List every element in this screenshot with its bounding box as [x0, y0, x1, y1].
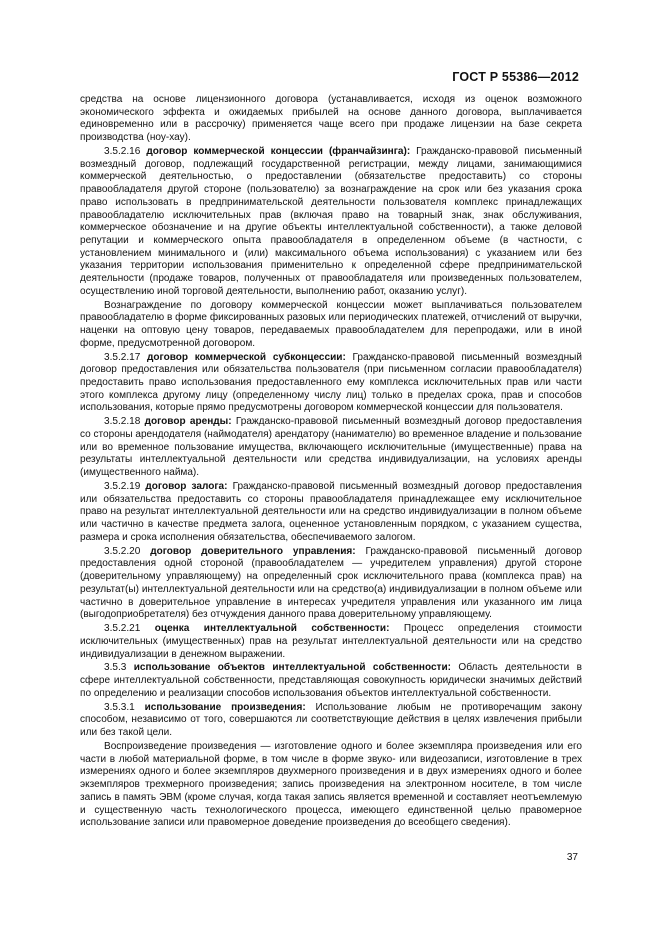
paragraph — [80, 546, 582, 622]
page-number: 37 — [566, 852, 578, 863]
paragraph-term: оценка интеллектуальной собственности: — [154, 623, 390, 635]
paragraph — [80, 94, 582, 145]
paragraph-lead: 3.5.2.21 — [104, 623, 155, 635]
paragraph-lead: 3.5.2.17 — [104, 351, 148, 363]
paragraph-text: средства на основе лицензионного договора (устанавливается, исходя из оценок возможного экономического эффекта и ожидаемых прибылей на основе данного договора, выплачивается единовременно или в рассрочку) применяется чаще всего при продаже лицензии на базе секрета производства (ноу-хау). — [80, 94, 582, 144]
paragraph — [80, 741, 582, 830]
paragraph-text: Гражданско-правовой письменный договор предоставления одной стороной (правообладателем — учредителем управления) другой стороне (доверительному управляющему) на определенный срок исключительного права (комплекса прав) на результат(ы) интеллектуальной деятельности или на средство(а) индивидуализации в полном объеме или частично в доверительное управление в интересах учредителя управления или указанного им лица (выгодоприобретателя) без отчуждения данного права доверительному управляющему. — [80, 545, 582, 621]
paragraph — [80, 623, 582, 661]
paragraph-lead: 3.5.2.19 — [104, 481, 146, 493]
paragraph-text: Гражданско-правовой письменный возмездный договор, подлежащий государственной регистрации, между лицами, занимающимися коммерческой деятельностью, о предоставлении (обязательстве предоставить) со стороны правообладателя другой стороне (пользователю) за вознаграждение на срок или без указания срока право использовать в предпринимательской деятельности пользователя комплекс принадлежащих правообладателю исключительных прав (включая право на товарный знак, знак обслуживания, коммерческое обозначение и на другие объекты интеллектуальной собственности), а также деловой репутации и коммерческого опыта правообладателя в определенном объеме (в частности, с установлением минимального и (или) максимального объема использования) с указанием или без указания территории использования применительно к определенной сфере предпринимательской деятельности (продаже товаров, полученных от правообладателя или произведенных пользователем, осуществлению иной торговой деятельности, выполнению работ, оказанию услуг). — [80, 146, 582, 297]
paragraph-lead: 3.5.2.20 — [104, 545, 151, 557]
paragraph-lead: 3.5.2.16 — [104, 146, 147, 157]
paragraph-term: договор залога: — [145, 481, 228, 493]
paragraph — [80, 702, 582, 740]
paragraph — [80, 416, 582, 480]
paragraph-lead: 3.5.3 — [104, 662, 134, 674]
paragraph-term: договор доверительного управления: — [150, 545, 356, 557]
paragraph-text: Вознаграждение по договору коммерческой концессии может выплачиваться пользователем правообладателю в форме фиксированных разовых или периодических платежей, отчислений от выручки, наценки на оптовую цену товаров, передаваемых правообладателем для перепродажи, или в иной форме, предусмотренной договором. — [80, 299, 582, 349]
paragraph — [80, 146, 582, 298]
paragraph — [80, 352, 582, 416]
paragraph-text: Область деятельности в сфере интеллектуальной собственности, представляющая совокупность юридически значимых действий по определению и реализации способов использования объектов интеллектуальной собственности. — [80, 662, 582, 699]
document-body — [80, 94, 582, 831]
paragraph-term: договор аренды: — [144, 416, 232, 428]
paragraph-text: Использование любым не противоречащим закону способом, независимо от того, совершаются ли соответствующие действия в целях извлечения прибыли или без такой цели. — [80, 701, 582, 739]
paragraph-lead: 3.5.3.1 — [104, 701, 145, 713]
paragraph-term: использование произведения: — [144, 701, 306, 713]
paragraph — [80, 300, 582, 351]
paragraph-term: использование объектов интеллектуальной собственности: — [133, 662, 451, 674]
paragraph-text: Гражданско-правовой письменный возмездный договор предоставления или обязательства предоставить со стороны правообладателя принадлежащее ему исключительное право на результат интеллектуальной деятельности или на средство индивидуализации в полном объеме или частично в качестве предмета залога, оцененное установленным порядком, с указанием существа, размера и срока исполнения обязательства, обеспечиваемого залогом. — [80, 481, 582, 543]
paragraph-text: Гражданско-правовой письменный возмездный договор предоставления или обязательства пользователя (при письменном согласии правообладателя) предоставить право использования предоставленного ему комплекса исключительных прав или части этого комплекса другому лицу (определенному числу лиц) только в пределах срока, прав и способов использования, которые прямо предусмотрены договором коммерческой концессии для пользователя. — [80, 351, 582, 414]
paragraph-text: Воспроизведение произведения — изготовление одного и более экземпляра произведения или его части в любой материальной форме, в том числе в форме звуко- или видеозаписи, изготовление в трех измерениях одного и более экземпляров двухмерного произведения и в двух измерениях одного и более экземпляров трехмерного произведения; запись произведения на электронном носителе, в том числе запись в память ЭВМ (кроме случая, когда такая запись является временной и составляет неотъемлемую и существенную часть технологического процесса, имеющего единственной целью правомерное использование записи или правомерное доведение произведения до всеобщего сведения). — [80, 741, 582, 829]
paragraph-text: Гражданско-правовой письменный возмездный договор предоставления со стороны арендодателя (наймодателя) арендатору (нанимателю) во временное владение и пользование или во временное пользование имущества, включающего исключительные (имущественные) права на результаты интеллектуальной деятельности или средства индивидуализации, на условиях аренды (имущественного найма). — [80, 416, 583, 479]
paragraph — [80, 662, 582, 700]
paragraph-term: договор коммерческой субконцессии: — [147, 351, 346, 363]
paragraph-text: Процесс определения стоимости исключительных (имущественных) прав на результат интеллектуальной деятельности или на средство индивидуализации в денежном выражении. — [80, 623, 582, 660]
paragraph — [80, 481, 582, 545]
paragraph-lead: 3.5.2.18 — [104, 416, 145, 428]
document-code-header: ГОСТ Р 55386—2012 — [452, 70, 579, 84]
paragraph-term: договор коммерческой концессии (франчайзинга): — [146, 146, 411, 157]
